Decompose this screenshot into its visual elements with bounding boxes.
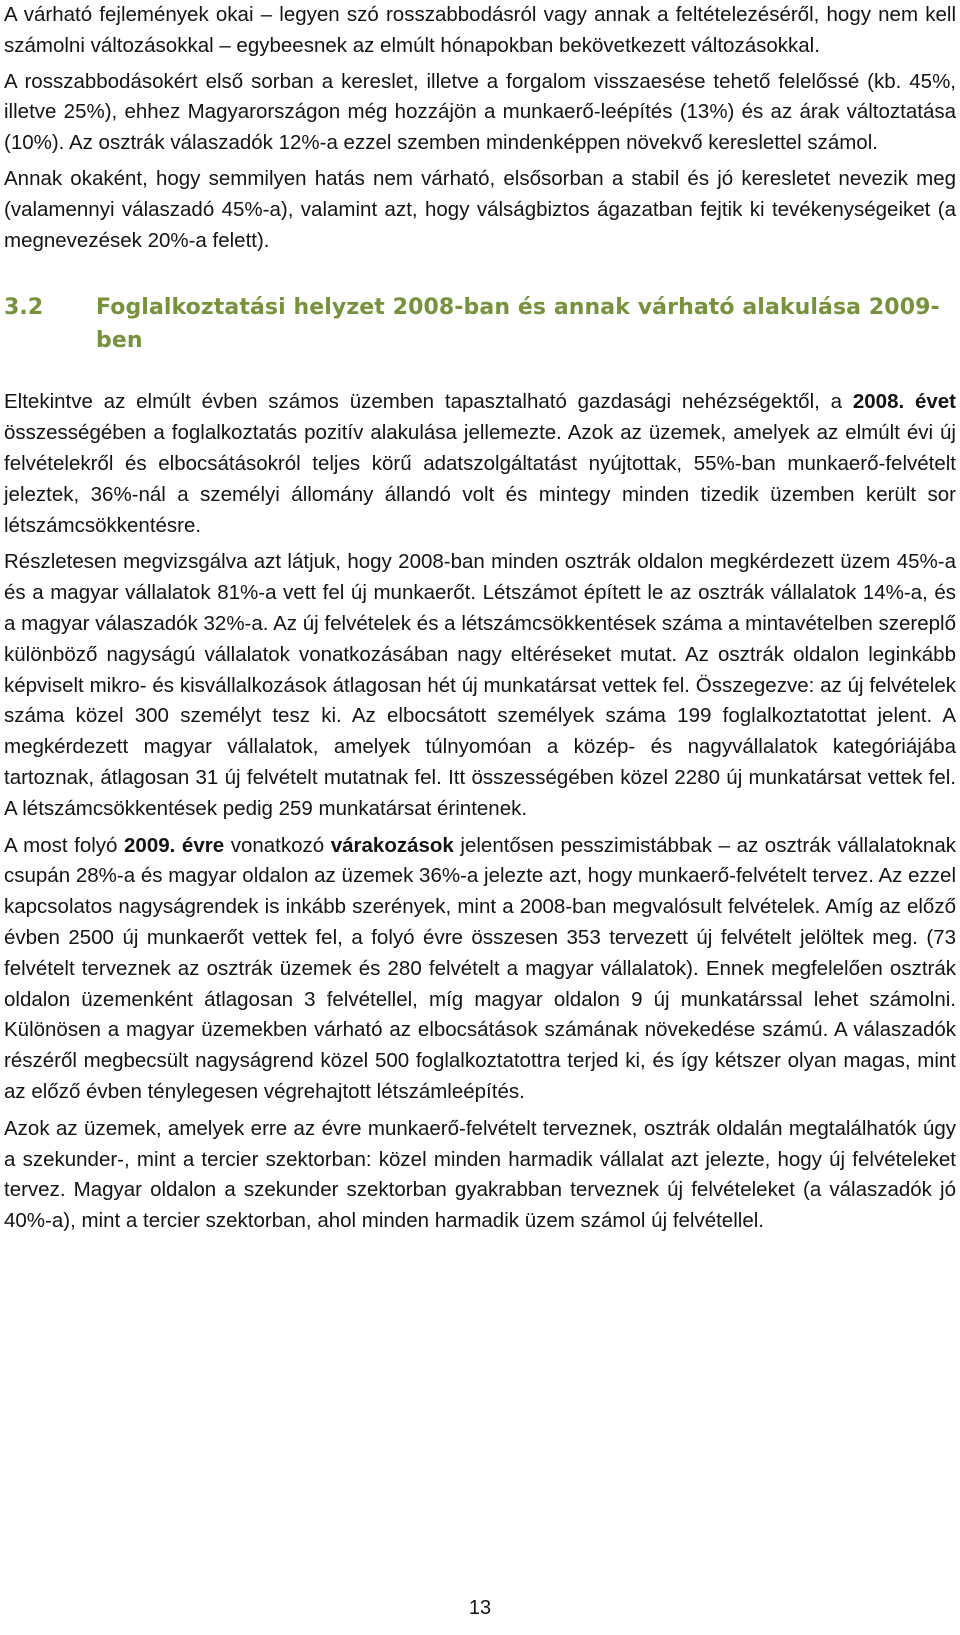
p6-text-bold-expectations: várakozások xyxy=(330,833,454,857)
document-page xyxy=(4,0,956,1237)
paragraph-employment-2008 xyxy=(4,387,956,541)
p4-text-post: összességében a foglalkoztatás pozitív alakulása jellemezte. Azok az üzemek, amelyek az elmúlt évi új felvételekről és elbocsátásokról teljes körű adatszolgáltatást nyújtottak, 55%-ban munkaerő-felvételt jeleztek, 36%-nál a személyi állomány állandó volt és mintegy minden tizedik üzemben került sor létszámcsökkentésre. xyxy=(4,421,956,537)
paragraph-no-effect-reasons: Annak okaként, hogy semmilyen hatás nem várható, elsősorban a stabil és jó keresletet nevezik meg (valamennyi válaszadó 45%-a), valamint azt, hogy válságbiztos ágazatban fejtik ki tevékenységeiket (a megnevezések 20%-a felett). xyxy=(4,166,956,252)
paragraph-expectations-2009 xyxy=(4,831,956,1108)
paragraph-detailed-analysis: Részletesen megvizsgálva azt látjuk, hogy 2008-ban minden osztrák oldalon megkérdezett üzem 45%-a és a magyar vállalatok 81%-a vett fel új munkaerőt. Létszámot épített le az osztrák vállalatok 14%-a, és a magyar válaszadók 32%-a. Az új felvételek és a létszámcsökkentések száma a mintavételben szereplő különböző nagyságú vállalatok vonatkozásában nagy eltéréseket mutat. Az osztrák oldalon leginkább képviselt mikro- és kisvállalkozások átlagosan hét új munkatársat vettek fel. Összegezve: az új felvételek száma közel 300 személyt tesz ki. Az elbocsátott személyek száma 199 foglalkoztatottat jelent. A megkérdezett magyar vállalatok, amelyek túlnyomóan a közép- és nagyvállalatok kategóriájába tartoznak, átlagosan 31 új felvételt mutatnak fel. Itt összességében közel 2280 új munkatársat vettek fel. A létszámcsökkentések pedig 259 munkatársat érintenek. xyxy=(4,550,956,820)
p6-text-bold-year: 2009. évre xyxy=(124,833,225,857)
p6-text-post: jelentősen pesszimistábbak – az osztrák vállalatoknak csupán 28%-a és magyar oldalon az üzemek 36%-a jelezte azt, hogy munkaerő-felvételt tervez. Az ezzel kapcsolatos nagyságrendek is inkább szerények, mint a 2008-ban megvalósult felvételek. Amíg az előző évben 2500 új munkaerőt vettek fel, a folyó évre összesen 353 tervezett új felvételt jelöltek meg. (73 felvételt terveznek az osztrák üzemek és 280 felvételt a magyar vállalatok). Ennek megfelelően osztrák oldalon üzemenként átlagosan 3 felvétellel, míg magyar oldalon 9 új munkatárssal lehet számolni. Különösen a magyar üzemekben várható az elbocsátások számának növekedése számú. A válaszadók részéről megbecsült nagyságrend közel 500 foglalkoztatottra terjed ki, és így kétszer olyan magas, mint az előző évben ténylegesen végrehajtott létszámleépítés. xyxy=(4,833,956,1103)
paragraph-expected-developments: A várható fejlemények okai – legyen szó rosszabbodásról vagy annak a feltételezéséről, hogy nem kell számolni változásokkal – egybeesnek az elmúlt hónapokban bekövetkezett változásokkal. xyxy=(4,3,956,57)
p4-text-bold: 2008. évet xyxy=(852,390,957,414)
section-title: Foglalkoztatási helyzet 2008-ban és annak várható alakulása 2009-ben xyxy=(96,295,940,354)
p6-text-mid: vonatkozó xyxy=(224,833,331,857)
paragraph-deterioration-causes: A rosszabbodásokért első sorban a kereslet, illetve a forgalom visszaesése tehető felelőssé (kb. 45%, illetve 25%), ehhez Magyarországon még hozzájön a munkaerő-leépítés (13%) és az árak változtatása (10%). Az osztrák válaszadók 12%-a ezzel szemben mindenképpen növekvő kereslettel számol. xyxy=(4,69,956,155)
section-number: 3.2 xyxy=(4,295,44,321)
section-heading xyxy=(4,291,956,357)
page-number: 13 xyxy=(468,1597,492,1619)
paragraph-sectors: Azok az üzemek, amelyek erre az évre munkaerő-felvételt terveznek, osztrák oldalán megtalálhatók úgy a szekunder-, mint a tercier szektorban: közel minden harmadik vállalat azt jelezte, hogy új felvételeket tervez. Magyar oldalon a szekunder szektorban gyakrabban terveznek új felvételeket (a válaszadók jó 40%-a), mint a tercier szektorban, ahol minden harmadik üzem számol új felvétellel. xyxy=(4,1116,956,1233)
p6-text-pre: A most folyó xyxy=(4,833,125,857)
p4-text-pre: Eltekintve az elmúlt évben számos üzemben tapasztalható gazdasági nehézségektől, a xyxy=(4,390,853,414)
